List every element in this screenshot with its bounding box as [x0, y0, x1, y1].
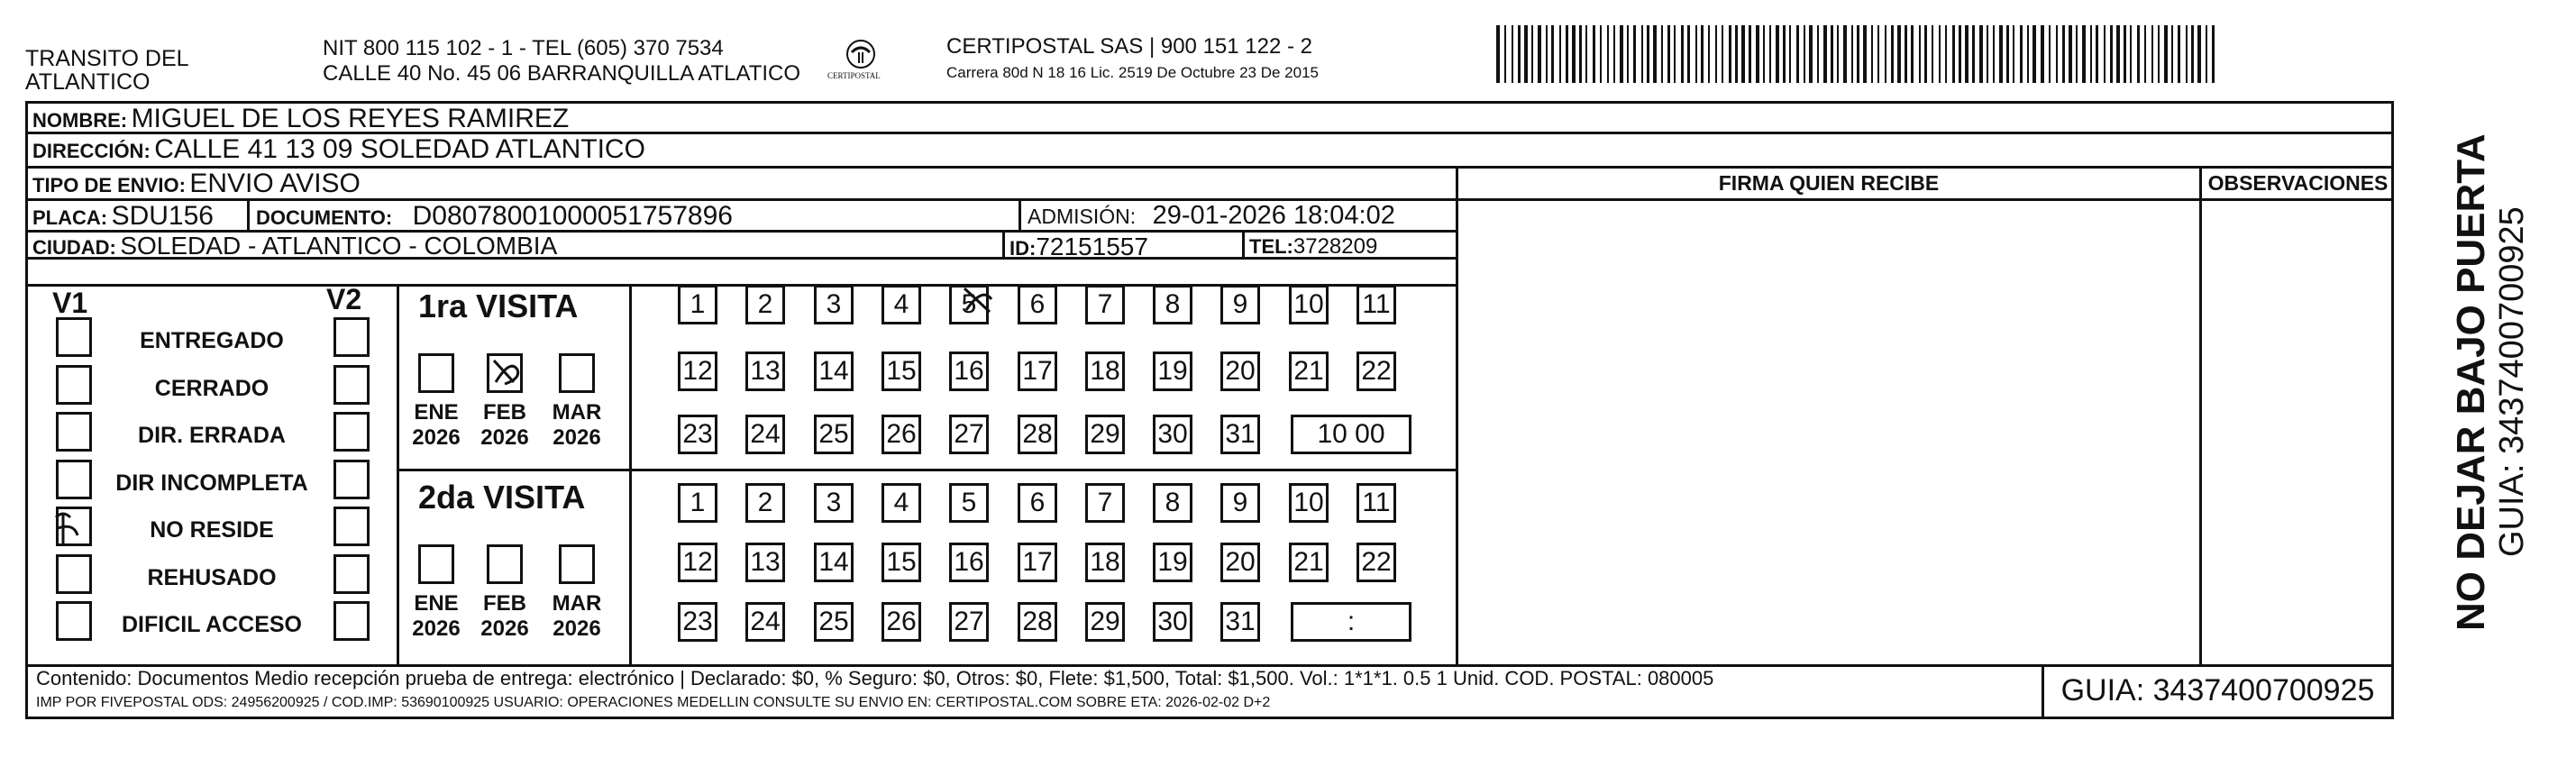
- month-label: MAR 2026: [552, 400, 602, 450]
- day-box[interactable]: 1: [678, 285, 717, 324]
- nombre-label: NOMBRE:: [32, 109, 128, 132]
- status-label: REHUSADO: [147, 565, 277, 590]
- footer-imp: IMP POR FIVEPOSTAL ODS: 24956200925 / COD.IMP: 53690100925 USUARIO: OPERACIONES MEDELLIN CONSULTE SU ENVIO EN: CERTIPOSTAL.COM SOBRE ETA: 2026-02-02 D+2: [36, 695, 1271, 710]
- day-box[interactable]: 20: [1220, 543, 1260, 582]
- status-label: DIR. ERRADA: [138, 423, 286, 448]
- day-box[interactable]: 25: [814, 602, 854, 642]
- day-box[interactable]: 24: [745, 602, 785, 642]
- courier-name: CERTIPOSTAL SAS | 900 151 122 - 2: [946, 34, 1312, 59]
- documento-value: D08078001000051757896: [412, 201, 733, 231]
- day-box[interactable]: 3: [814, 285, 854, 324]
- status-label: ENTREGADO: [140, 328, 284, 353]
- sender-address: CALLE 40 No. 45 06 BARRANQUILLA ATLATICO: [323, 61, 801, 86]
- day-box[interactable]: 23: [678, 602, 717, 642]
- day-box[interactable]: 2: [745, 483, 785, 523]
- visit1-title: 1ra VISITA: [418, 288, 579, 324]
- day-box[interactable]: 6: [1018, 483, 1057, 523]
- day-box[interactable]: 5: [949, 285, 989, 324]
- placa-label: PLACA:: [32, 206, 108, 229]
- day-box[interactable]: 9: [1220, 285, 1260, 324]
- side-warning: NO DEJAR BAJO PUERTA: [2449, 133, 2493, 631]
- month-label: ENE 2026: [412, 591, 461, 641]
- admision-value: 29-01-2026 18:04:02: [1152, 201, 1395, 230]
- id-value: 72151557: [1036, 233, 1148, 260]
- day-box[interactable]: 26: [882, 415, 921, 454]
- v1-label: V1: [52, 287, 88, 319]
- logo-text: CERTIPOSTAL: [827, 71, 881, 80]
- day-box[interactable]: 17: [1018, 352, 1057, 391]
- sender-nit: NIT 800 115 102 - 1 - TEL (605) 370 7534: [323, 36, 724, 60]
- day-box[interactable]: 15: [882, 543, 921, 582]
- day-box[interactable]: 18: [1085, 543, 1125, 582]
- day-box[interactable]: 6: [1018, 285, 1057, 324]
- day-box[interactable]: 1: [678, 483, 717, 523]
- day-box[interactable]: 10: [1289, 483, 1329, 523]
- ciudad-label: CIUDAD:: [32, 236, 116, 259]
- day-box[interactable]: 4: [882, 285, 921, 324]
- day-box[interactable]: 16: [949, 352, 989, 391]
- day-box[interactable]: 18: [1085, 352, 1125, 391]
- day-box[interactable]: 31: [1220, 602, 1260, 642]
- firma-header: FIRMA QUIEN RECIBE: [1718, 171, 1940, 195]
- day-box[interactable]: 22: [1357, 352, 1396, 391]
- day-box[interactable]: 12: [678, 543, 717, 582]
- month-label: FEB 2026: [480, 400, 529, 450]
- direccion-value: CALLE 41 13 09 SOLEDAD ATLANTICO: [154, 134, 645, 164]
- day-box[interactable]: 23: [678, 415, 717, 454]
- day-box[interactable]: 5: [949, 483, 989, 523]
- day-box[interactable]: 25: [814, 415, 854, 454]
- day-box[interactable]: 26: [882, 602, 921, 642]
- day-box[interactable]: 13: [745, 543, 785, 582]
- side-guia: GUIA: 3437400700925: [2493, 206, 2531, 557]
- month-label: MAR 2026: [552, 591, 602, 641]
- day-box[interactable]: 27: [949, 602, 989, 642]
- day-box[interactable]: 16: [949, 543, 989, 582]
- day-box[interactable]: 8: [1153, 483, 1192, 523]
- month-label: ENE 2026: [412, 400, 461, 450]
- feb-mark: [494, 361, 518, 384]
- day-box[interactable]: 13: [745, 352, 785, 391]
- day-box[interactable]: 30: [1153, 602, 1192, 642]
- day-box[interactable]: 21: [1289, 352, 1329, 391]
- visit2-title: 2da VISITA: [418, 479, 586, 516]
- day-box[interactable]: 9: [1220, 483, 1260, 523]
- id-label: ID:: [1009, 237, 1037, 260]
- placa-value: SDU156: [111, 201, 214, 231]
- day-box[interactable]: 24: [745, 415, 785, 454]
- tel-value: 3728209: [1293, 234, 1378, 259]
- tipo-label: TIPO DE ENVIO:: [32, 174, 186, 196]
- day-box[interactable]: 28: [1018, 602, 1057, 642]
- v2-label: V2: [326, 283, 362, 315]
- observaciones-header: OBSERVACIONES: [2207, 171, 2389, 195]
- status-label: DIR INCOMPLETA: [115, 470, 308, 496]
- visit1-time-box[interactable]: 10 00: [1291, 415, 1411, 454]
- documento-label: DOCUMENTO:: [256, 206, 393, 229]
- day-box[interactable]: 29: [1085, 415, 1125, 454]
- day-box[interactable]: 11: [1357, 483, 1396, 523]
- day-box[interactable]: 22: [1357, 543, 1396, 582]
- footer-contenido: Contenido: Documentos Medio recepción prueba de entrega: electrónico | Declarado: $0, % Seguro: $0, Otros: $0, Flete: $1,500, Total: $1,500. Vol.: 1*1*1. 0.5 1 Unid. COD. POSTAL: 080005: [36, 667, 1714, 689]
- month-label: FEB 2026: [480, 591, 529, 641]
- day-box[interactable]: 27: [949, 415, 989, 454]
- day-box[interactable]: 28: [1018, 415, 1057, 454]
- day-box[interactable]: 20: [1220, 352, 1260, 391]
- status-label: NO RESIDE: [150, 517, 274, 543]
- day-box[interactable]: 7: [1085, 285, 1125, 324]
- ciudad-value: SOLEDAD - ATLANTICO - COLOMBIA: [120, 232, 558, 260]
- day-box[interactable]: 29: [1085, 602, 1125, 642]
- day-box[interactable]: 12: [678, 352, 717, 391]
- sender-name: TRANSITO DEL ATLANTICO: [25, 46, 189, 95]
- day-box[interactable]: 19: [1153, 543, 1192, 582]
- tipo-value: ENVIO AVISO: [189, 169, 361, 198]
- v1-no-reside-mark: [56, 514, 78, 544]
- status-label: CERRADO: [154, 376, 269, 401]
- tel-label: TEL:: [1249, 235, 1293, 258]
- visit2-time-box[interactable]: :: [1291, 602, 1411, 642]
- day-box[interactable]: 19: [1153, 352, 1192, 391]
- day-box[interactable]: 11: [1357, 285, 1396, 324]
- day-box[interactable]: 15: [882, 352, 921, 391]
- day-box[interactable]: 2: [745, 285, 785, 324]
- day-box[interactable]: 17: [1018, 543, 1057, 582]
- day-box[interactable]: 3: [814, 483, 854, 523]
- day-box[interactable]: 31: [1220, 415, 1260, 454]
- direccion-label: DIRECCIÓN:: [32, 140, 151, 162]
- status-label: DIFICIL ACCESO: [121, 612, 302, 637]
- day-box[interactable]: 14: [814, 352, 854, 391]
- day-box[interactable]: 4: [882, 483, 921, 523]
- day-box[interactable]: 10: [1289, 285, 1329, 324]
- nombre-value: MIGUEL DE LOS REYES RAMIREZ: [131, 104, 570, 133]
- day-box[interactable]: 14: [814, 543, 854, 582]
- courier-license: Carrera 80d N 18 16 Lic. 2519 De Octubre 23 De 2015: [946, 64, 1319, 81]
- footer-guia: GUIA: 3437400700925: [2060, 673, 2375, 708]
- admision-label: ADMISIÓN:: [1028, 205, 1137, 228]
- day-box[interactable]: 30: [1153, 415, 1192, 454]
- day-box[interactable]: 8: [1153, 285, 1192, 324]
- day-box[interactable]: 7: [1085, 483, 1125, 523]
- day5-mark: [964, 288, 991, 312]
- day-box[interactable]: 21: [1289, 543, 1329, 582]
